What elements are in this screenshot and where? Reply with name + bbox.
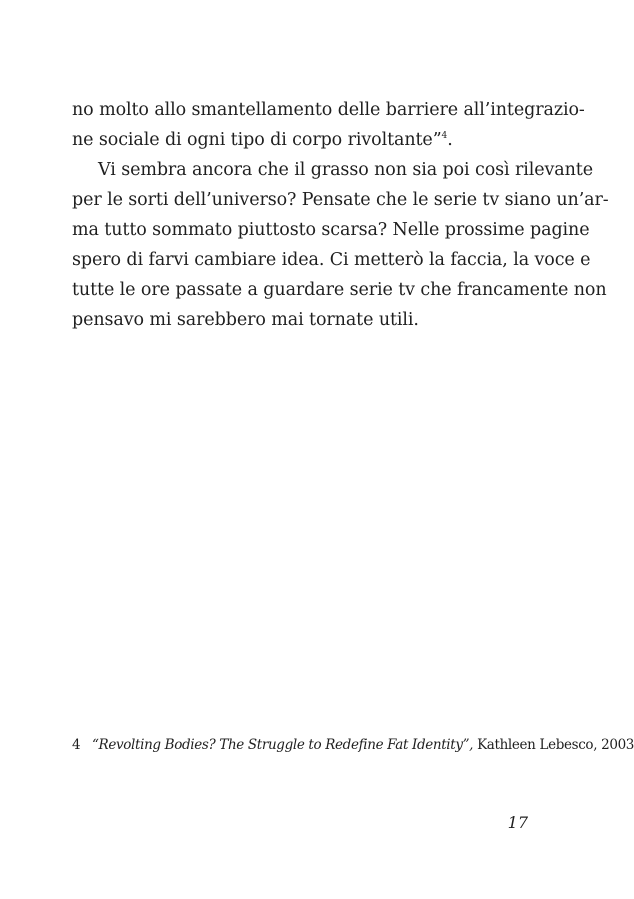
footnote-source: Kathleen Lebesco, 2003	[473, 737, 634, 753]
footnote-title: “Revolting Bodies? The Struggle to Redefine Fat Identity”,	[92, 737, 474, 753]
body-line-7	[72, 275, 607, 305]
body-line-2-end: .	[447, 130, 453, 150]
body-line-3-text: Vi sembra ancora che il grasso non sia poi così rilevante	[98, 160, 593, 180]
body-line-6	[72, 245, 591, 275]
body-line-1-text: no molto allo smantellamento delle barriere all’integrazio-	[72, 100, 585, 120]
body-line-4	[72, 185, 609, 215]
body-line-5	[72, 215, 590, 245]
body-line-3	[98, 155, 593, 185]
body-line-5-text: ma tutto sommato piuttosto scarsa? Nelle prossime pagine	[72, 220, 590, 240]
footnote-reference: 4	[441, 131, 448, 141]
body-line-6-text: spero di farvi cambiare idea. Ci metterò la faccia, la voce e	[72, 250, 591, 270]
body-line-2-text: ne sociale di ogni tipo di corpo rivoltante”	[72, 130, 442, 150]
footnote	[72, 736, 634, 754]
body-line-8-text: pensavo mi sarebbero mai tornate utili.	[72, 310, 419, 330]
footnote-number: 4	[72, 737, 81, 753]
body-line-7-text: tutte le ore passate a guardare serie tv che francamente non	[72, 280, 607, 300]
body-line-2	[72, 125, 528, 155]
body-line-4-text: per le sorti dell’universo? Pensate che le serie tv siano un’ar-	[72, 190, 609, 210]
page-number: 17	[507, 813, 528, 832]
body-line-8	[72, 305, 528, 335]
body-line-1	[72, 95, 585, 125]
